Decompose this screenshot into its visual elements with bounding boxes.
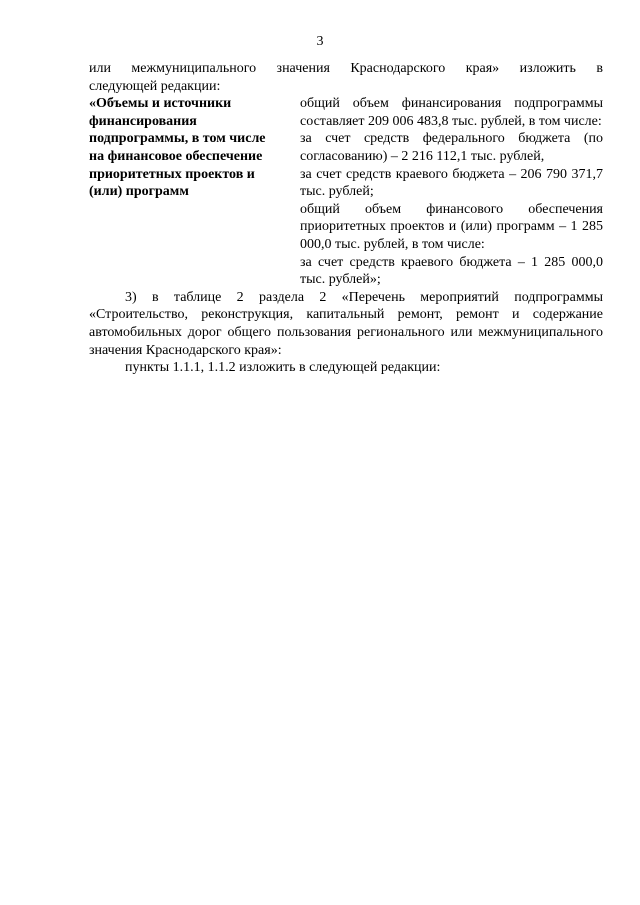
intro-line-1: или межмуниципального значения Краснодарского края» изложить в — [89, 61, 603, 76]
passport-row-label: «Объемы и источники финансирования подпрограммы, в том числе на финансовое обеспечение приоритетных проектов и (или) программ — [89, 96, 266, 200]
passport-row-values — [289, 95, 603, 289]
passport-row — [89, 95, 603, 289]
intro-line-2: следующей редакции: — [89, 78, 221, 94]
funding-priority-projects: общий объем финансового обеспечения приоритетных проектов и (или) программ – 1 285 000,0 тыс. рублей, в том числе: — [300, 201, 603, 252]
document-body — [89, 60, 603, 377]
funding-regional: за счет средств краевого бюджета – 206 790 371,7 тыс. рублей; — [300, 166, 603, 200]
page-number: 3 — [316, 34, 324, 49]
item-3-subparagraph: пункты 1.1.1, 1.1.2 изложить в следующей редакции: — [125, 360, 441, 376]
funding-federal: за счет средств федерального бюджета (по согласованию) – 2 216 112,1 тыс. рублей, — [300, 131, 603, 164]
funding-priority-regional: за счет средств краевого бюджета – 1 285 000,0 тыс. рублей»; — [300, 254, 603, 288]
item-3-paragraph: 3) в таблице 2 раздела 2 «Перечень мероприятий подпрограммы «Строительство, реконструкция, капитальный ремонт, ремонт и содержание автомобильных дорог общего пользования регионального или межмуниципального значения Краснодарского края»: — [89, 289, 603, 358]
funding-total: общий объем финансирования подпрограммы составляет 209 006 483,8 тыс. рублей, в том числе: — [300, 96, 603, 129]
